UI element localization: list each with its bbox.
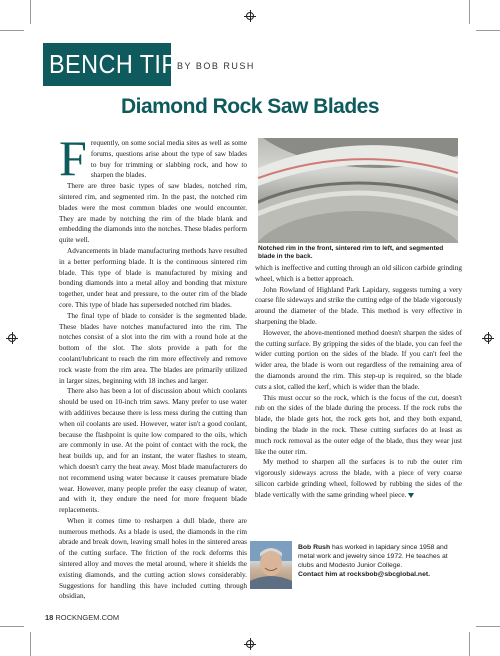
crop-mark bbox=[476, 30, 500, 31]
crop-mark bbox=[30, 0, 31, 24]
crop-mark bbox=[30, 632, 31, 656]
paragraph: There are three basic types of saw blades, notched rim, sintered rim, and segmented rim. In the past, the notched rim blades were the most common blades one would encounter. They are made by notching the rim of the blade blank and embedding the diamonds into the notches. These blades perform quite well. bbox=[59, 182, 247, 245]
paragraph: When it comes time to resharpen a dull blade, there are numerous methods. As a blade is used, the diamonds in the rim abrade and break down, leaving small holes in the sintered areas of the cutting surface. The friction of the rock deforms this sintered alloy and moves the metal around, where it shields the existing diamonds, and the cutting action slows considerably. Suggestions for handling this have included cutting through obsidian, bbox=[59, 516, 247, 601]
photo-caption: Notched rim in the front, sintered rim to left, and segmented blade in the back. bbox=[258, 245, 444, 260]
crop-mark bbox=[469, 0, 470, 24]
crop-mark bbox=[469, 632, 470, 656]
registration-mark-left bbox=[8, 334, 16, 342]
drop-cap: F bbox=[59, 130, 87, 186]
paragraph: which is ineffective and cutting through an old silicon carbide grinding wheel, which is a better approach. bbox=[255, 264, 462, 283]
end-mark-icon bbox=[408, 493, 414, 498]
crop-mark bbox=[0, 626, 24, 627]
paragraph: The final type of blade to consider is the segmented blade. These blades have notches manufactured into the rim. The notches consist of a slot into the rim with a round hole at the bottom of the slot. The slots provide a path for the coolant/lubricant to reach the rim more effectively and remove rock waste from the rim area. The blades are primarily utilized in larger sizes, beginning with 18 inches and larger. bbox=[59, 311, 247, 385]
page-number: 18 bbox=[45, 613, 54, 622]
registration-mark-bottom bbox=[246, 640, 254, 648]
author-email-link[interactable]: rocksbob@sbcglobal.net bbox=[347, 571, 429, 578]
byline: BY BOB RUSH bbox=[177, 61, 255, 71]
contact-prefix: Contact him at bbox=[298, 571, 348, 578]
registration-mark-top bbox=[246, 12, 254, 20]
article-headline: Diamond Rock Saw Blades bbox=[120, 95, 380, 118]
registration-mark-right bbox=[484, 334, 492, 342]
paragraph: This must occur so the rock, which is the focus of the cut, doesn't rub on the sides of the blade during the process. If the rock rubs the blade, the blade gets hot, the rock gets hot, and they both expand, binding the blade in the rock. These cutting surfaces do at least as much rock removal as the outer edge of the blade, thus they wear just like the outer rim. bbox=[255, 393, 462, 456]
paragraph: John Rowland of Highland Park Lapidary, suggests turning a very coarse file sideways and strike the cutting edge of the blade vigorously around the diameter of the blade. This method is very effective in sharpening the blade. bbox=[255, 285, 462, 326]
author-photo bbox=[250, 541, 292, 589]
saw-blades-photo bbox=[258, 138, 458, 243]
paragraph: My method to sharpen all the surfaces is to rub the outer rim vigorously sideways across the blade, with a piece of very coarse silicon carbide grinding wheel, followed by rubbing the sides of the blade vertically with the same grinding wheel piece. bbox=[255, 458, 462, 499]
paragraph: Advancements in blade manufacturing methods have resulted in a better performing blade. It is the continuous sintered rim blade. This type of blade is manufactured by mixing and bonding diamonds into a metal alloy and bonding that mixture together, under heat and pressure, to the outer rim of the blade core. This type of blade has superseded notched rim blades. bbox=[59, 246, 247, 309]
section-title: BENCH TIPS bbox=[49, 49, 194, 79]
crop-mark bbox=[476, 626, 500, 627]
paragraph: There also has been a lot of discussion about which coolants should be used on 10-inch trim saws. Many prefer to use water with additives because there is less mess during the cutting than when oil coolants are used. However, water isn't a good coolant, because the flashpoint is quite low compared to the oils, which are commonly in use. At the point of contact with the rock, the heat builds up, and for an instant, the water flashes to steam, which doesn't carry the heat away. Most blade manufacturers do not recommend using water because it causes premature blade wear. However, many people prefer the easy cleanup of water, and with it, they endure the need for more frequent blade replacements. bbox=[59, 387, 247, 515]
author-bio bbox=[250, 541, 462, 589]
right-column bbox=[255, 263, 462, 501]
site-name: ROCKNGEM.COM bbox=[55, 613, 120, 622]
author-name: Bob Rush bbox=[298, 544, 331, 551]
paragraph: However, the above-mentioned method doesn't sharpen the sides of the cutting surface. By gripping the sides of the blade, you can feel the wider cutting portion on the sides of the blade. If you can't feel the wider area, the blade is worn out regardless of the remaining area of the diamonds around the rim. This step-up is required, so the blade cuts a slot, called the kerf, which is wider than the blade. bbox=[255, 328, 462, 391]
author-bio-text: Bob Rush has worked in lapidary since 1958 and metal work and jewelry since 1972. He teaches at clubs and Modesto Junior College. Contact him at rocksbob@sbcglobal.net. bbox=[298, 544, 448, 578]
crop-mark bbox=[0, 30, 24, 31]
paragraph: Frequently, on some social media sites as well as some forums, questions arise about the type of saw blades to buy for trimming or slabbing rock, and how to sharpen the blades. bbox=[59, 130, 247, 186]
left-column bbox=[59, 130, 247, 602]
page-footer bbox=[45, 613, 119, 622]
